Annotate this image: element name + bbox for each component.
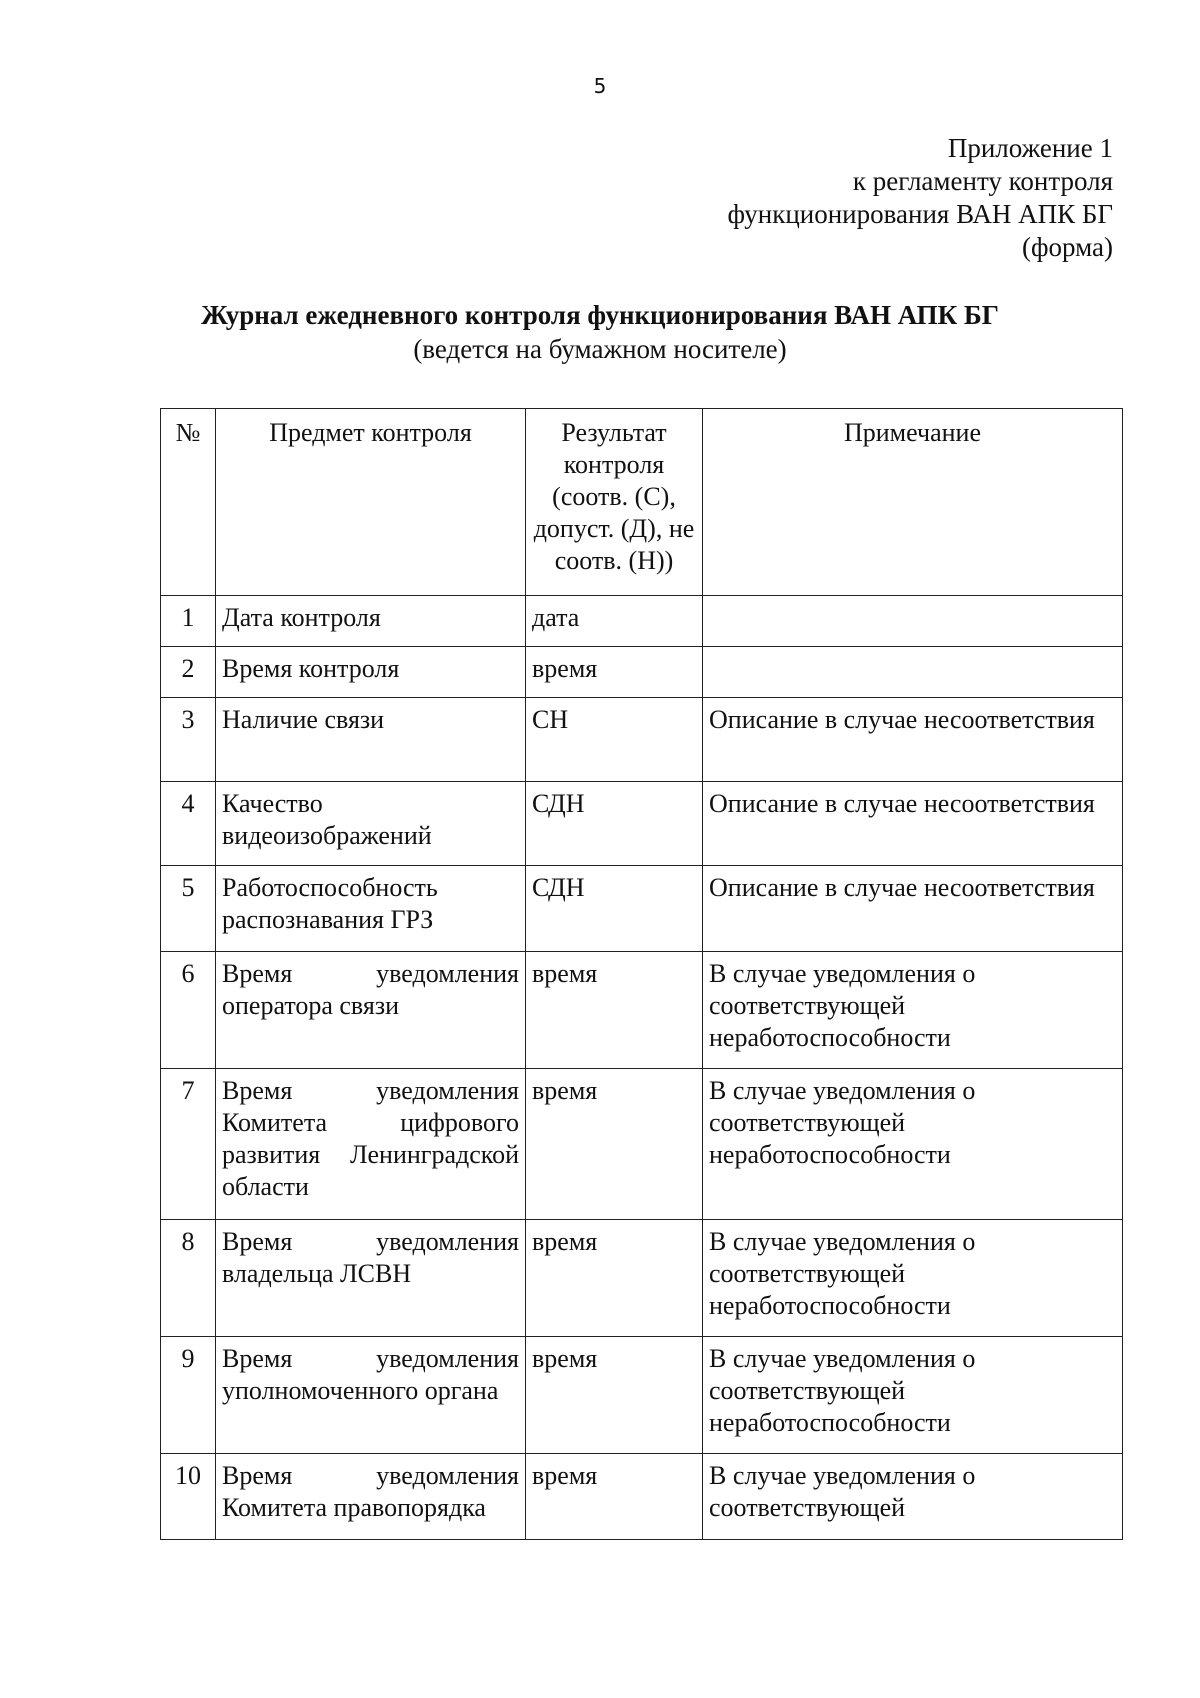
row-num: 1: [161, 596, 216, 647]
row-result: время: [526, 647, 703, 698]
row-num: 2: [161, 647, 216, 698]
row-result: время: [526, 952, 703, 1069]
table-row: [161, 1337, 1123, 1454]
table-row: [161, 1220, 1123, 1337]
row-result: время: [526, 1069, 703, 1220]
row-note: В случае уведомления о соответствующей неработоспособности: [703, 1220, 1123, 1337]
table-row: [161, 1454, 1123, 1540]
table-header-row: [161, 409, 1123, 596]
row-num: 10: [161, 1454, 216, 1540]
row-subject: Работоспособность распознавания ГРЗ: [216, 866, 526, 952]
header-num: №: [161, 409, 216, 596]
row-note: [703, 647, 1123, 698]
table-row: [161, 782, 1123, 866]
row-result: СДН: [526, 782, 703, 866]
header-note: Примечание: [703, 409, 1123, 596]
row-note: В случае уведомления о соответствующей неработоспособности: [703, 1337, 1123, 1454]
row-note: [703, 596, 1123, 647]
row-subject: Время уведомления Комитета цифрового развития Ленинградской области: [216, 1069, 526, 1220]
annex-line: Приложение 1: [947, 133, 1113, 163]
row-note: Описание в случае несоответствия: [703, 782, 1123, 866]
table-row: [161, 866, 1123, 952]
header-result: Результат контроля (соотв. (С), допуст. (Д), не соотв. (Н)): [526, 409, 703, 596]
annex-line: (форма): [1022, 232, 1113, 262]
document-title: Журнал ежедневного контроля функционирования ВАН АПК БГ: [201, 300, 999, 330]
row-num: 9: [161, 1337, 216, 1454]
row-subject: Наличие связи: [216, 698, 526, 782]
row-subject: Качество видеоизображений: [216, 782, 526, 866]
row-subject: Время контроля: [216, 647, 526, 698]
row-result: время: [526, 1454, 703, 1540]
row-num: 7: [161, 1069, 216, 1220]
table-row: [161, 952, 1123, 1069]
row-subject: Дата контроля: [216, 596, 526, 647]
document-subtitle: (ведется на бумажном носителе): [413, 334, 787, 364]
row-subject: Время уведомления уполномоченного органа: [216, 1337, 526, 1454]
row-note: В случае уведомления о соответствующей: [703, 1454, 1123, 1540]
row-note: Описание в случае несоответствия: [703, 698, 1123, 782]
row-subject: Время уведомления владельца ЛСВН: [216, 1220, 526, 1337]
table-row: [161, 698, 1123, 782]
annex-line: к регламенту контроля: [852, 166, 1113, 196]
row-num: 6: [161, 952, 216, 1069]
row-result: дата: [526, 596, 703, 647]
row-result: время: [526, 1220, 703, 1337]
control-log-table: [160, 408, 1123, 1540]
table-row: [161, 1069, 1123, 1220]
row-num: 8: [161, 1220, 216, 1337]
header-subject: Предмет контроля: [216, 409, 526, 596]
table-row: [161, 596, 1123, 647]
row-note: В случае уведомления о соответствующей неработоспособности: [703, 1069, 1123, 1220]
row-subject: Время уведомления Комитета правопорядка: [216, 1454, 526, 1540]
row-num: 4: [161, 782, 216, 866]
annex-reference: [553, 132, 1113, 264]
annex-line: функционирования ВАН АПК БГ: [727, 199, 1113, 229]
row-result: СДН: [526, 866, 703, 952]
row-num: 5: [161, 866, 216, 952]
table-row: [161, 647, 1123, 698]
row-num: 3: [161, 698, 216, 782]
row-note: Описание в случае несоответствия: [703, 866, 1123, 952]
row-subject: Время уведомления оператора связи: [216, 952, 526, 1069]
row-note: В случае уведомления о соответствующей неработоспособности: [703, 952, 1123, 1069]
page-number: 5: [593, 74, 607, 98]
row-result: время: [526, 1337, 703, 1454]
row-result: СН: [526, 698, 703, 782]
